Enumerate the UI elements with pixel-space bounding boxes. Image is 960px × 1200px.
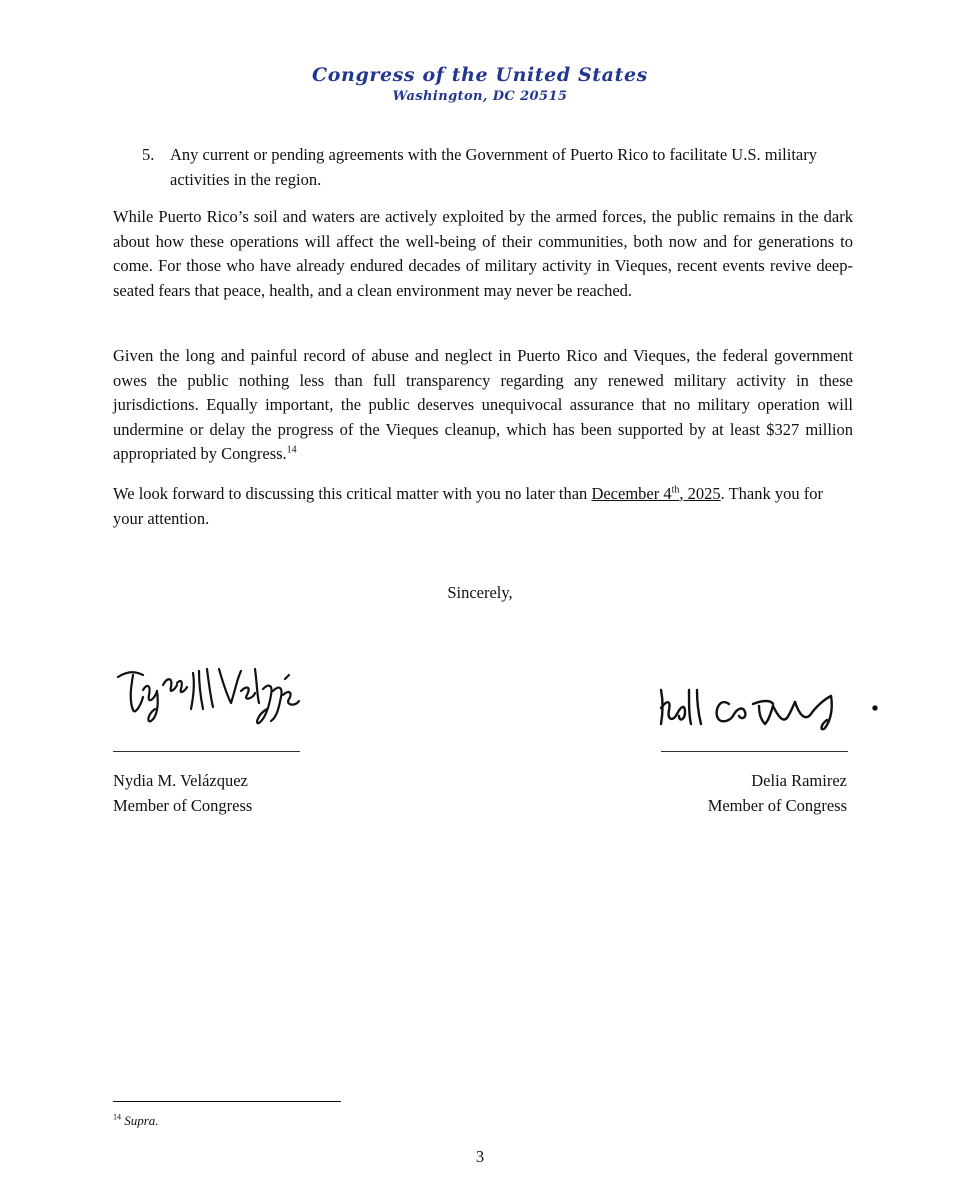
signatory-ramirez: [660, 769, 847, 818]
paragraph-closing-text-after: . Thank you for your attention.: [113, 484, 823, 528]
signatory-ramirez-title: Member of Congress: [707, 795, 847, 815]
paragraph-transparency-text: Given the long and painful record of abuse and neglect in Puerto Rico and Vieques, the federal government owes the public nothing less than full transparency regarding any renewed military activity in these jurisdictions. Equally important, the public deserves unequivocal assurance that no military operation will undermine or delay the progress of the Vieques cleanup, which has been supported by at least $327 million appropriated by Congress.: [113, 346, 853, 463]
paragraph-military-exploitation: While Puerto Rico’s soil and waters are actively exploited by the armed forces, the public remains in the dark about how these operations will affect the well-being of their communities, both now and for generations to come. For those who have already endured decades of military activity in Vieques, recent events revive deep-seated fears that peace, health, and a clean environment may never be reached.: [113, 207, 853, 300]
signature-velazquez: [113, 655, 313, 735]
deadline-date-day: December 4: [591, 484, 672, 503]
signatory-velazquez-title: Member of Congress: [113, 795, 253, 815]
deadline-date-year: , 2025: [679, 484, 721, 503]
request-list-item: [142, 143, 857, 192]
list-item-number: 5.: [142, 145, 155, 164]
signature-line-ramirez: [661, 751, 848, 752]
signature-line-velazquez: [113, 751, 300, 752]
letterhead-city: Washington, DC 20515: [392, 89, 568, 104]
footnote-reference: 14: [286, 444, 297, 456]
deadline-date: [591, 484, 720, 503]
letterhead-title: Congress of the United States: [312, 64, 648, 86]
signatory-velazquez: [113, 769, 252, 818]
signatory-velazquez-name: Nydia M. Velázquez: [113, 771, 248, 790]
signature-ramirez: [655, 678, 895, 738]
closing-salutation: Sincerely,: [447, 583, 513, 602]
signatory-ramirez-name: Delia Ramirez: [751, 771, 847, 790]
paragraph-closing-request: [113, 482, 853, 531]
footnote: [113, 1113, 159, 1129]
footnote-divider: [113, 1101, 341, 1102]
page-number: 3: [475, 1147, 485, 1166]
deadline-date-suffix: th: [671, 484, 680, 496]
letterhead: [0, 62, 960, 106]
paragraph-closing-text-before: We look forward to discussing this critical matter with you no later than: [113, 484, 592, 503]
paragraph-transparency: [113, 344, 853, 467]
footnote-number: 14: [113, 1112, 121, 1122]
footnote-text: Supra.: [124, 1113, 159, 1128]
list-item-text: Any current or pending agreements with the Government of Puerto Rico to facilitate U.S. military activities in the region.: [170, 145, 817, 189]
